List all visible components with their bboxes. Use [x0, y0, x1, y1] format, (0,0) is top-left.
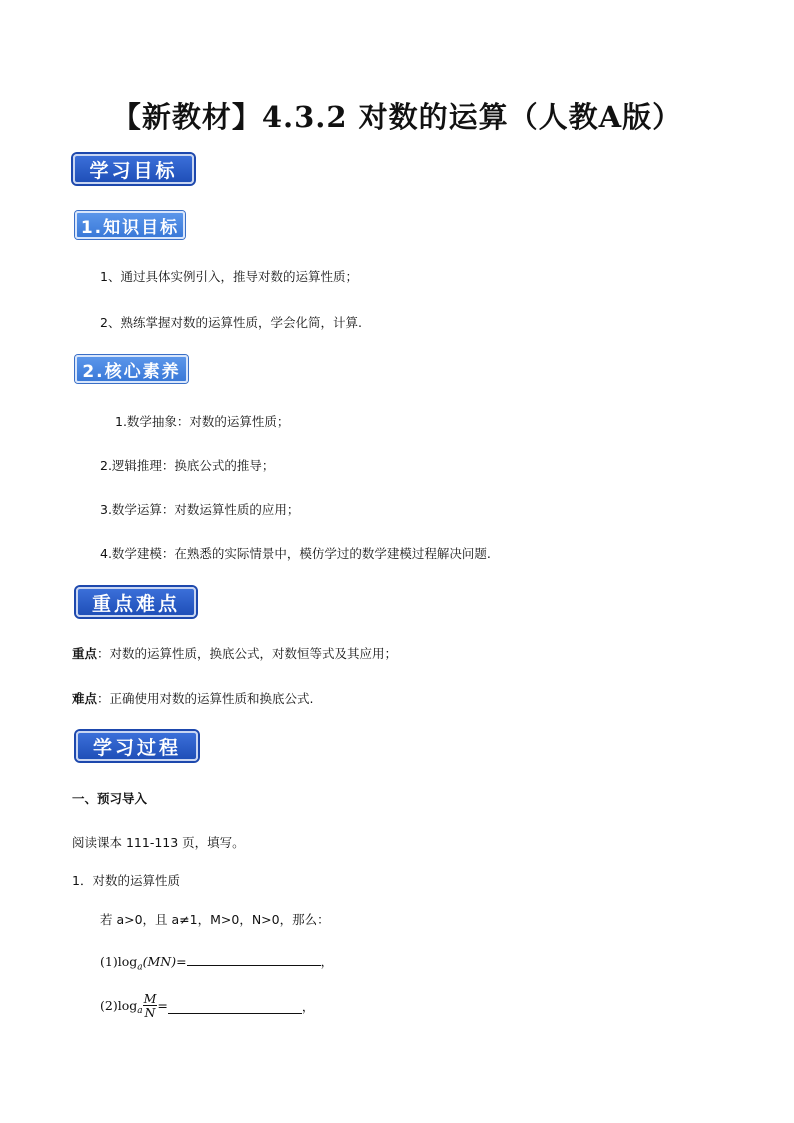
key-point-line [72, 644, 397, 662]
formula-1-comma: ， [320, 954, 334, 969]
knowledge-item-1: 1、通过具体实例引入，推导对数的运算性质； [100, 269, 358, 284]
formula-1-arg: (MN)= [142, 954, 187, 969]
formula-2-comma: ， [301, 998, 315, 1014]
read-instruction: 阅读课本 111-113 页，填写。 [72, 835, 245, 850]
formula-2-base: a [137, 1005, 143, 1016]
key-label: 重点 [72, 646, 98, 661]
section-core-banner: 2.核心素养 [75, 355, 188, 383]
key-text: ：对数的运算性质，换底公式，对数恒等式及其应用； [97, 646, 398, 661]
formula-1-blank[interactable] [187, 964, 321, 966]
property-heading: 1．对数的运算性质 [72, 873, 180, 888]
difficulty-text: ：正确使用对数的运算性质和换底公式. [97, 691, 314, 706]
formula-1-prefix: (1)log [100, 954, 138, 969]
formula-2 [100, 992, 314, 1019]
core-item-3: 3.数学运算：对数运算性质的应用； [100, 502, 300, 517]
section-process-banner: 学习过程 [76, 731, 198, 761]
core-item-1: 1.数学抽象：对数的运算性质； [115, 414, 290, 429]
preview-heading: 一、预习导入 [72, 791, 148, 806]
formula-2-equals: = [157, 998, 168, 1013]
core-item-4: 4.数学建模：在熟悉的实际情景中，模仿学过的数学建模过程解决问题. [100, 546, 491, 561]
formula-1-base: a [137, 962, 143, 973]
knowledge-item-2: 2、熟练掌握对数的运算性质，学会化简，计算. [100, 315, 362, 330]
section-knowledge-banner: 1.知识目标 [75, 211, 185, 239]
page-title: 【新教材】4.3.2 对数的运算（人教A版） [111, 100, 683, 134]
section-key-points-banner: 重点难点 [76, 587, 196, 617]
section-goals-banner: 学习目标 [73, 154, 194, 184]
formula-1 [100, 952, 333, 973]
formula-2-blank[interactable] [168, 1012, 302, 1014]
formula-2-numerator: M [143, 991, 157, 1006]
formula-2-prefix: (2)log [100, 998, 138, 1013]
formula-2-denominator: N [144, 1005, 156, 1020]
core-item-2: 2.逻辑推理：换底公式的推导； [100, 458, 275, 473]
difficulty-label: 难点 [72, 691, 98, 706]
difficulty-line [72, 689, 314, 707]
formula-2-fraction [143, 992, 158, 1019]
condition-line: 若 a>0，且 a≠1，M>0，N>0，那么： [100, 912, 330, 927]
